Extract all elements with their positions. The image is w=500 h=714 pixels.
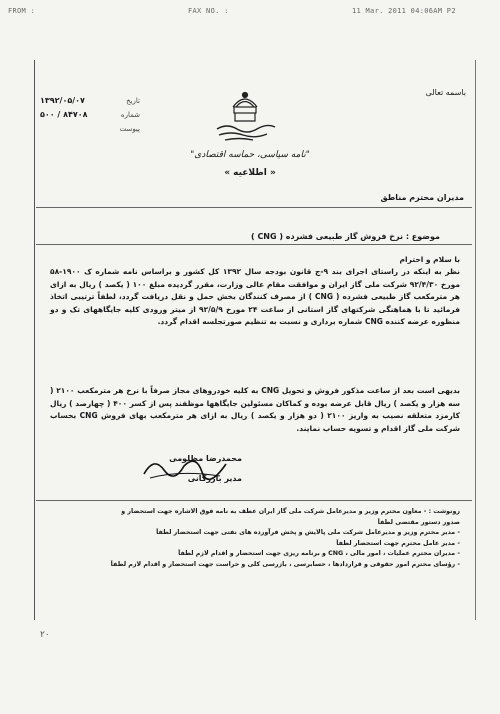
- recipient: مدیران محترم مناطق: [380, 193, 464, 202]
- fax-number: FAX NO. :: [188, 7, 229, 15]
- body-paragraph-2: بدیهی است بعد از ساعت مذکور فروش و تحویل CNG به کلیه خودروهای مجاز صرفاً با نرخ هر مترمکعب ۲۱۰۰ ( سه هزار و یکصد ) ریال قابل عرضه بوده و کماکان مسئولین جایگاهها موظفند پس از کسر ۴۰۰ ( چهارصد ) ریال کارمزد متعلقه نصیب به واریز ۲۱۰۰ ( دو هزار و یکصد ) ریال به ازای هر مترمکعب بهای فروش CNG بحساب شرکت ملی گاز اقدام و تسویه حساب نمایند.: [50, 386, 461, 433]
- cc-line: - مدیران محترم عملیات ، امور مالی ، CNG و برنامه ریزی جهت استحضار و اقدام لازم لطفاً: [178, 550, 460, 557]
- attachment-label: پیوست: [119, 125, 140, 133]
- cc-line: - مدیر عامل محترم جهت استحضار لطفاً: [336, 539, 460, 547]
- date-value: ۱۳۹۲/۰۵/۰۷: [40, 96, 85, 105]
- cc-line: صدور دستور مقتضی لطفاً: [377, 518, 460, 526]
- signatory-title: مدیر بازرگانی: [187, 474, 242, 483]
- signatory-name: محمدرضا مظلومی: [169, 454, 242, 463]
- announcement-title: « اطلاعیه »: [224, 168, 276, 178]
- cc-line: - رؤسای محترم امور حقوقی و قراردادها ، حسابرسی ، بازرسی کلی و حراست جهت استحضار و اقدام لازم لطفاً: [110, 560, 460, 568]
- subject-line: موضوع : نرخ فروش گاز طبیعی فشرده ( CNG ): [250, 232, 440, 241]
- body-paragraph-1: نظر به اینکه در راستای اجرای بند ۹-ج قانون بودجه سال ۱۳۹۲ کل کشور و براساس نامه شماره ک ۱۹۰۰-۵۸ مورخ ۹۲/۴/۳۰ شرکت ملی گاز ایران و موافقت مقام عالی وزارت، مقرر گردیده مبلغ ۱۰۰ ( یکصد ) ریال به ازای هر مترمکعب گاز طبیعی فشرده ( CNG ) از مصرف کنندگان بخش حمل و نقل دریافت گردد، لطفاً ترتیبی اتخاذ فرمائید تا با هماهنگی شرکتهای گاز استانی از ساعت ۲۴ مورخ ۹۲/۵/۹ از میتر ورودی کلیه جایگاههای تک و دو منظوره عرضه کننده CNG شماره برداری و نسبت به تنظیم صورتجلسه اقدام گردد.: [50, 267, 461, 327]
- company-logo-icon: [205, 85, 285, 145]
- bismillah: باسمه تعالی: [425, 88, 466, 97]
- fax-header: [0, 4, 500, 18]
- date-label: تاریخ: [126, 97, 140, 105]
- divider: [36, 500, 472, 501]
- cc-line: رونوشت : - معاون محترم وزیر و مدیرعامل شرکت ملی گاز ایران عطف به نامه فوق الاشاره جهت استحضار و: [121, 508, 460, 515]
- fax-from: FROM :: [8, 7, 36, 15]
- signature-block: [152, 449, 242, 489]
- letter-meta: [40, 94, 140, 136]
- cc-list: [40, 507, 460, 570]
- divider: [36, 244, 472, 245]
- number-value: ۵۰۰ / ۸۴۷۰۸: [40, 110, 88, 119]
- footer-mark: ۲۰: [40, 630, 50, 640]
- campaign-slogan: "نامه سیاسی، حماسه اقتصادی": [190, 150, 310, 160]
- number-label: شماره: [120, 111, 140, 119]
- divider: [36, 207, 472, 208]
- fax-date: 11 Mar. 2011 04:06AM P2: [352, 7, 456, 15]
- cc-line: - مدیر محترم وزیر و مدیرعامل شرکت ملی پالایش و پخش فرآورده های نفتی جهت استحضار لطفاً: [156, 529, 460, 536]
- greeting: با سلام و احترام: [399, 255, 460, 264]
